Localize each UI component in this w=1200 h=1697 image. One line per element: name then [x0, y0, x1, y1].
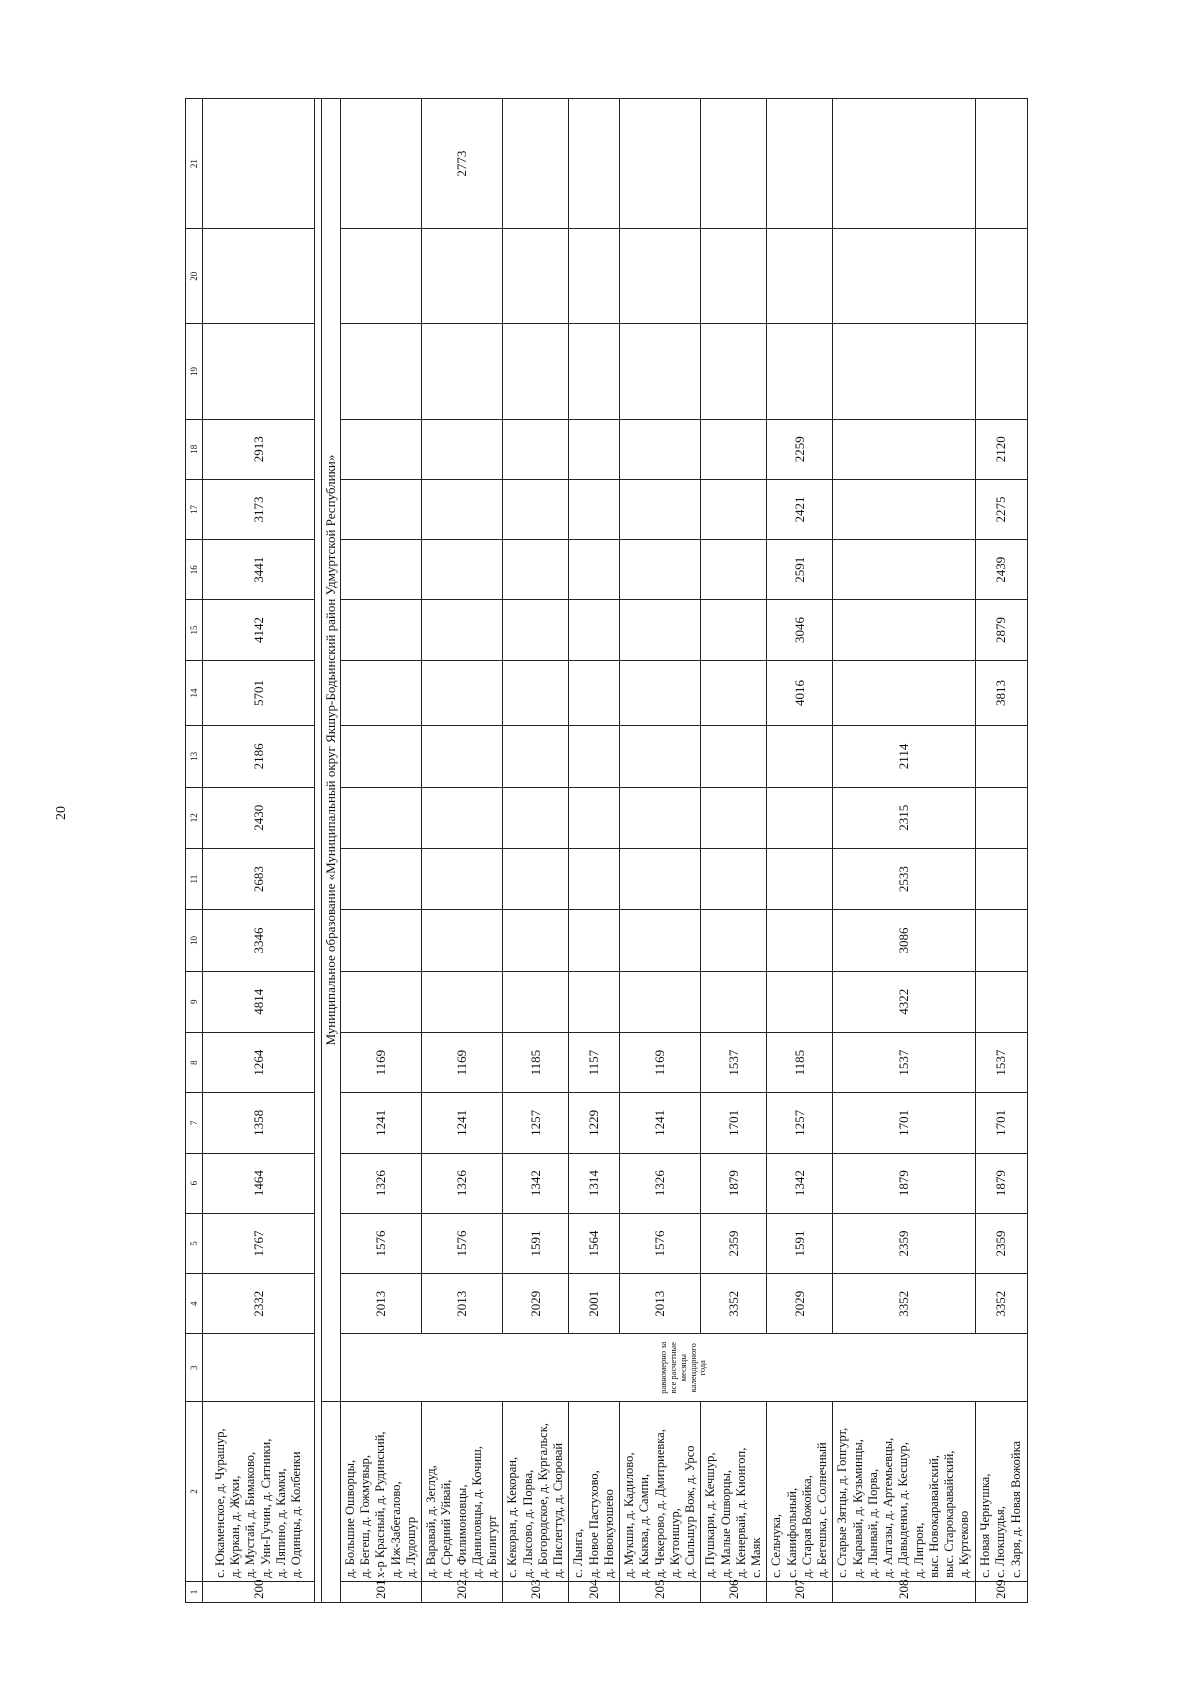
value-cell: [701, 540, 767, 600]
value-cell: [569, 479, 620, 539]
value-cell: [422, 229, 503, 324]
value-cell: 1342: [503, 1153, 569, 1213]
value-cell: 2186: [203, 726, 315, 787]
column-header: 3: [186, 1334, 203, 1402]
column3-cell: [203, 1334, 315, 1402]
value-cell: 1157: [569, 1032, 620, 1092]
value-cell: 1314: [569, 1153, 620, 1213]
value-cell: [701, 229, 767, 324]
value-cell: 1879: [975, 1153, 1027, 1213]
value-cell: [975, 910, 1027, 971]
value-cell: [767, 726, 833, 787]
row-number: 203: [503, 1581, 569, 1602]
value-cell: 1701: [975, 1093, 1027, 1153]
column-header: 7: [186, 1093, 203, 1153]
row-number: 204: [569, 1581, 620, 1602]
value-cell: [620, 660, 701, 726]
value-cell: 1185: [503, 1032, 569, 1092]
value-cell: [422, 540, 503, 600]
value-cell: [701, 971, 767, 1032]
value-cell: [975, 971, 1027, 1032]
value-cell: [701, 910, 767, 971]
page-number: 20: [54, 806, 69, 820]
value-cell: [701, 848, 767, 909]
value-cell: [767, 848, 833, 909]
value-cell: [203, 99, 315, 229]
value-cell: [767, 99, 833, 229]
value-cell: [975, 229, 1027, 324]
value-cell: [503, 787, 569, 848]
value-cell: [203, 229, 315, 324]
column-header: 19: [186, 324, 203, 419]
value-cell: 3813: [975, 660, 1027, 726]
row-number: 205: [620, 1581, 701, 1602]
value-cell: 1185: [767, 1032, 833, 1092]
value-cell: 1879: [833, 1153, 975, 1213]
value-cell: [340, 848, 421, 909]
value-cell: 1241: [422, 1093, 503, 1153]
value-cell: [569, 848, 620, 909]
value-cell: 2114: [833, 726, 975, 787]
value-cell: 1169: [422, 1032, 503, 1092]
settlements-cell: д. Пушкари, д. Кечшур, д. Малые Ошворцы, д. Кенервай, д. Кионгоп, с. Маяк: [701, 1402, 767, 1582]
value-cell: [620, 324, 701, 419]
value-cell: 2259: [767, 419, 833, 479]
value-cell: [620, 787, 701, 848]
value-cell: [203, 324, 315, 419]
value-cell: [620, 419, 701, 479]
value-cell: [701, 99, 767, 229]
settlements-cell: с. Юкаменское, д. Чурашур, д. Куркан, д. Жуки, д. Мустай, д. Бимаково, д. Уни-Гучин, д. Ситники, д. Ляпино, д. Камки, д. Одинцы, д. Колбенки: [203, 1402, 315, 1582]
value-cell: [503, 910, 569, 971]
value-cell: 3352: [975, 1274, 1027, 1334]
value-cell: [767, 910, 833, 971]
value-cell: [422, 971, 503, 1032]
column-header: 17: [186, 479, 203, 539]
column-header: 11: [186, 848, 203, 909]
value-cell: 2683: [203, 848, 315, 909]
value-cell: 3046: [767, 600, 833, 660]
value-cell: 1326: [340, 1153, 421, 1213]
value-cell: [975, 324, 1027, 419]
row-number: 200: [203, 1581, 315, 1602]
value-cell: 1701: [833, 1093, 975, 1153]
value-cell: [503, 229, 569, 324]
tariff-table-rotated: [185, 98, 1035, 1603]
value-cell: 4322: [833, 971, 975, 1032]
value-cell: [833, 660, 975, 726]
value-cell: 2315: [833, 787, 975, 848]
value-cell: [569, 419, 620, 479]
value-cell: 3352: [833, 1274, 975, 1334]
value-cell: [569, 324, 620, 419]
value-cell: 2439: [975, 540, 1027, 600]
value-cell: [340, 971, 421, 1032]
value-cell: [340, 600, 421, 660]
table-row: [340, 99, 421, 1603]
value-cell: 3086: [833, 910, 975, 971]
value-cell: [569, 910, 620, 971]
value-cell: 2879: [975, 600, 1027, 660]
value-cell: [340, 479, 421, 539]
value-cell: [340, 324, 421, 419]
table-row: [203, 99, 315, 1603]
value-cell: 3441: [203, 540, 315, 600]
value-cell: [340, 787, 421, 848]
value-cell: [340, 419, 421, 479]
value-cell: [569, 229, 620, 324]
value-cell: 1326: [422, 1153, 503, 1213]
value-cell: [701, 726, 767, 787]
value-cell: 4142: [203, 600, 315, 660]
value-cell: 2773: [422, 99, 503, 229]
value-cell: [569, 600, 620, 660]
value-cell: [569, 726, 620, 787]
value-cell: [569, 971, 620, 1032]
value-cell: [620, 540, 701, 600]
column-header: 15: [186, 600, 203, 660]
settlements-cell: с. Старые Зятцы, д. Гопгурт, д. Каравай, д. Кузьминцы, д. Лынвай, д. Порва, д. Алгазы, д. Артемьевцы, д. Давыденки, д. Кесшур, д. Лигрон, выс. Новокаравайский, выс. Старокаравайский, д. Куртеково: [833, 1402, 975, 1582]
value-cell: [701, 324, 767, 419]
value-cell: 1342: [767, 1153, 833, 1213]
value-cell: 3346: [203, 910, 315, 971]
column-header: 5: [186, 1213, 203, 1273]
value-cell: [620, 479, 701, 539]
value-cell: [503, 660, 569, 726]
value-cell: 5701: [203, 660, 315, 726]
column-header: 8: [186, 1032, 203, 1092]
value-cell: [422, 600, 503, 660]
column-header: 10: [186, 910, 203, 971]
value-cell: [833, 99, 975, 229]
value-cell: [340, 910, 421, 971]
value-cell: [620, 726, 701, 787]
value-cell: [701, 479, 767, 539]
value-cell: 2013: [422, 1274, 503, 1334]
value-cell: [833, 229, 975, 324]
value-cell: [503, 726, 569, 787]
value-cell: 1229: [569, 1093, 620, 1153]
value-cell: 1591: [767, 1213, 833, 1273]
column-header: 14: [186, 660, 203, 726]
value-cell: [340, 726, 421, 787]
section-title: Муниципальное образование «Муниципальный округ Якшур-Бодьинский район Удмуртской Республики»: [322, 99, 341, 1402]
value-cell: [340, 660, 421, 726]
row-number: 208: [833, 1581, 975, 1602]
settlements-cell: д. Варавай, д. Зеглуд, д. Средний Уйвай, д. Филимоновцы, д. Даниловцы, д. Кочиш, д. Билигурт: [422, 1402, 503, 1582]
value-cell: 2359: [701, 1213, 767, 1273]
value-cell: [569, 660, 620, 726]
value-cell: [833, 419, 975, 479]
value-cell: [833, 540, 975, 600]
column-header: 21: [186, 99, 203, 229]
column-header: 16: [186, 540, 203, 600]
value-cell: [620, 971, 701, 1032]
value-cell: 1576: [340, 1213, 421, 1273]
value-cell: [701, 660, 767, 726]
value-cell: 1241: [620, 1093, 701, 1153]
column-header-row: [186, 99, 203, 1603]
settlements-cell: с. Сельчука, с. Канифольный, д. Старая Вожойка, д. Бегешка, с. Солнечный: [767, 1402, 833, 1582]
value-cell: 2029: [503, 1274, 569, 1334]
value-cell: 1169: [620, 1032, 701, 1092]
value-cell: 1464: [203, 1153, 315, 1213]
value-cell: [422, 848, 503, 909]
value-cell: 1767: [203, 1213, 315, 1273]
value-cell: [422, 419, 503, 479]
value-cell: 4814: [203, 971, 315, 1032]
spacer-cell: [315, 99, 322, 1603]
value-cell: [422, 660, 503, 726]
value-cell: [833, 600, 975, 660]
column-header: 1: [186, 1581, 203, 1602]
value-cell: 1257: [767, 1093, 833, 1153]
value-cell: [975, 848, 1027, 909]
column-header: 9: [186, 971, 203, 1032]
value-cell: [767, 324, 833, 419]
value-cell: [569, 540, 620, 600]
value-cell: 2120: [975, 419, 1027, 479]
spacer-row: [315, 99, 322, 1603]
section-row: [322, 99, 341, 1603]
value-cell: [422, 910, 503, 971]
value-cell: [569, 99, 620, 229]
value-cell: 3173: [203, 479, 315, 539]
column-header: 20: [186, 229, 203, 324]
value-cell: [767, 229, 833, 324]
value-cell: 1326: [620, 1153, 701, 1213]
value-cell: [422, 479, 503, 539]
row-number: 206: [701, 1581, 767, 1602]
value-cell: [833, 324, 975, 419]
value-cell: 2029: [767, 1274, 833, 1334]
value-cell: [503, 971, 569, 1032]
value-cell: 1591: [503, 1213, 569, 1273]
value-cell: 1576: [620, 1213, 701, 1273]
value-cell: 4016: [767, 660, 833, 726]
value-cell: [620, 848, 701, 909]
value-cell: [503, 479, 569, 539]
settlements-cell: д. Большие Ошворцы, д. Бегеш, д. Гожмувыр, х-р Красный, д. Рудинский, д. Иж-Забегалово, д. Лудошур: [340, 1402, 421, 1582]
section-spacer: [322, 1402, 341, 1603]
value-cell: [975, 726, 1027, 787]
value-cell: [701, 600, 767, 660]
row-number: 201: [340, 1581, 421, 1602]
value-cell: 2533: [833, 848, 975, 909]
value-cell: 1257: [503, 1093, 569, 1153]
settlements-cell: д. Мукши, д. Кадилово, д. Кыква, д. Сампи, д. Чекерово, д. Дмитриевка, д. Кутоншур, д. Сильшур Вож, д. Урсо: [620, 1402, 701, 1582]
settlements-cell: с. Лынга, д. Новое Пастухово, д. Новокуюшево: [569, 1402, 620, 1582]
value-cell: [503, 419, 569, 479]
value-cell: [569, 787, 620, 848]
value-cell: 1169: [340, 1032, 421, 1092]
value-cell: [422, 324, 503, 419]
value-cell: [340, 99, 421, 229]
value-cell: 2013: [340, 1274, 421, 1334]
value-cell: [340, 540, 421, 600]
value-cell: 1241: [340, 1093, 421, 1153]
value-cell: 1879: [701, 1153, 767, 1213]
value-cell: [503, 540, 569, 600]
value-cell: [422, 787, 503, 848]
row-number: 207: [767, 1581, 833, 1602]
column-header: 18: [186, 419, 203, 479]
value-cell: 2591: [767, 540, 833, 600]
value-cell: [422, 726, 503, 787]
value-cell: [620, 910, 701, 971]
value-cell: 2013: [620, 1274, 701, 1334]
column-header: 6: [186, 1153, 203, 1213]
value-cell: 2275: [975, 479, 1027, 539]
value-cell: [833, 479, 975, 539]
value-cell: 1701: [701, 1093, 767, 1153]
column-header: 13: [186, 726, 203, 787]
column-header: 2: [186, 1402, 203, 1582]
settlements-cell: с. Новая Чернушка, с. Люкшудья, с. Заря, д. Новая Вожойка: [975, 1402, 1027, 1582]
value-cell: [767, 971, 833, 1032]
value-cell: 1537: [833, 1032, 975, 1092]
value-cell: [503, 324, 569, 419]
row-number: 209: [975, 1581, 1027, 1602]
value-cell: 2359: [975, 1213, 1027, 1273]
value-cell: [975, 99, 1027, 229]
value-cell: 1576: [422, 1213, 503, 1273]
column3-note: равномерно за все расчетные месяцы календарного года: [340, 1334, 1027, 1402]
value-cell: 1358: [203, 1093, 315, 1153]
column-header: 4: [186, 1274, 203, 1334]
value-cell: [767, 787, 833, 848]
value-cell: 2332: [203, 1274, 315, 1334]
value-cell: [340, 229, 421, 324]
tariff-table: [185, 98, 1028, 1603]
value-cell: 3352: [701, 1274, 767, 1334]
value-cell: 2913: [203, 419, 315, 479]
value-cell: [503, 848, 569, 909]
row-number: 202: [422, 1581, 503, 1602]
value-cell: 1537: [701, 1032, 767, 1092]
settlements-cell: с. Кекоран, д. Кекоран, д. Лысово, д. Порва, д. Богородское, д. Кургальск, д. Пислегтуд, д. Сюровай: [503, 1402, 569, 1582]
value-cell: [620, 229, 701, 324]
value-cell: [701, 419, 767, 479]
column-header: 12: [186, 787, 203, 848]
value-cell: [975, 787, 1027, 848]
value-cell: [701, 787, 767, 848]
value-cell: 2430: [203, 787, 315, 848]
value-cell: [503, 99, 569, 229]
value-cell: [503, 600, 569, 660]
value-cell: 1564: [569, 1213, 620, 1273]
value-cell: 2421: [767, 479, 833, 539]
value-cell: 1264: [203, 1032, 315, 1092]
value-cell: 1537: [975, 1032, 1027, 1092]
value-cell: [620, 600, 701, 660]
value-cell: 2001: [569, 1274, 620, 1334]
value-cell: [620, 99, 701, 229]
value-cell: 2359: [833, 1213, 975, 1273]
